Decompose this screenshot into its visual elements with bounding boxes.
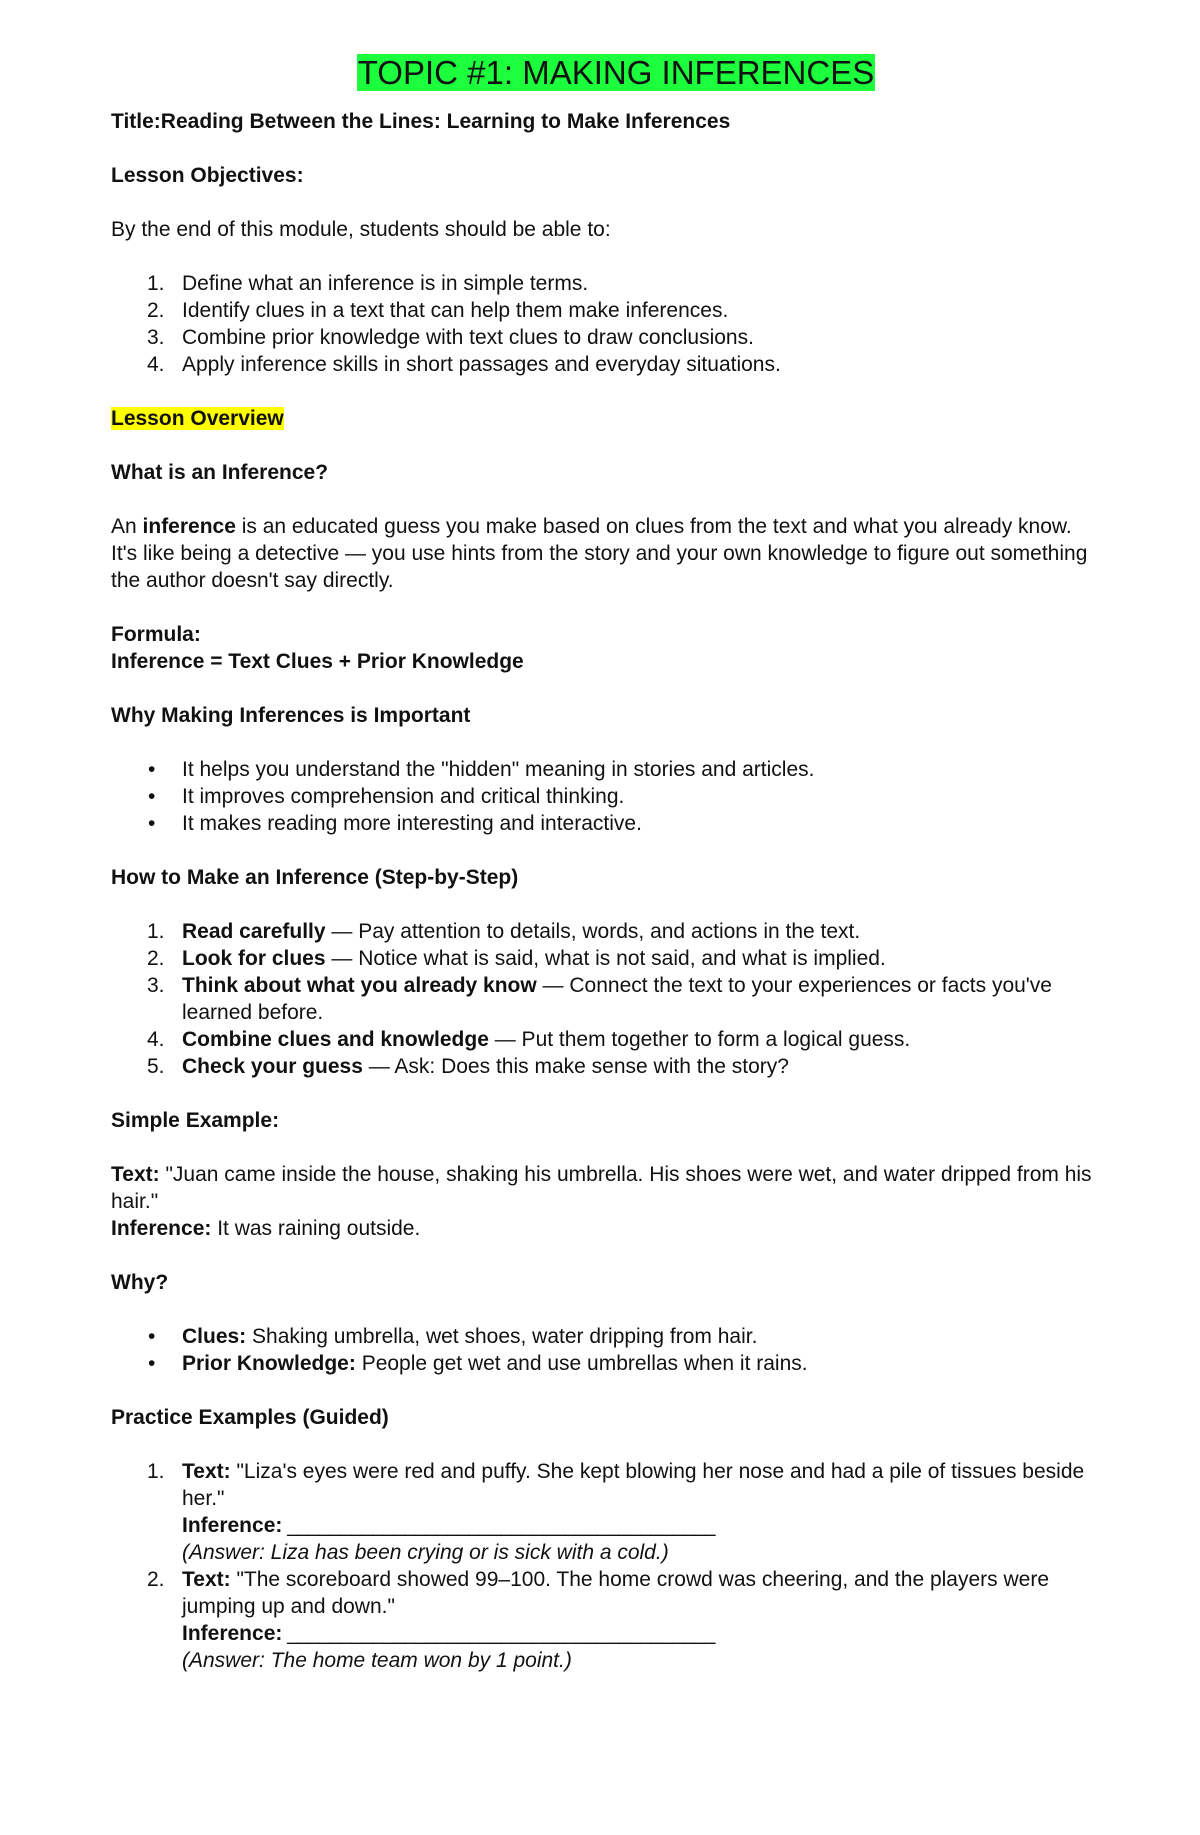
example-text: Text: "Juan came inside the house, shaking his umbrella. His shoes were wet, and water dripped from his hair." (111, 1163, 1092, 1213)
practice-list (111, 1458, 1121, 1674)
list-item: • Clues: Shaking umbrella, wet shoes, water dripping from hair. (148, 1325, 758, 1348)
document-page (111, 52, 1121, 1674)
objectives-list (111, 270, 1121, 378)
list-item: 2. Look for clues — Notice what is said, what is not said, and what is implied. (147, 947, 886, 970)
why-heading: Why Making Inferences is Important (111, 704, 471, 727)
list-item: 3. Combine prior knowledge with text clues to draw conclusions. (147, 326, 754, 349)
answer-key: (Answer: Liza has been crying or is sick with a cold.) (182, 1541, 669, 1564)
answer-key: (Answer: The home team won by 1 point.) (182, 1649, 572, 1672)
list-item: • Prior Knowledge: People get wet and use umbrellas when it rains. (148, 1352, 808, 1375)
example-heading: Simple Example: (111, 1109, 280, 1132)
inference-definition: An inference is an educated guess you make based on clues from the text and what you already know. (111, 515, 1072, 538)
example-inference: Inference: It was raining outside. (111, 1217, 421, 1240)
list-item: 5. Check your guess — Ask: Does this make sense with the story? (147, 1055, 789, 1078)
detective-analogy: It's like being a detective — you use hints from the story and your own knowledge to figure out something the author doesn't say directly. (111, 542, 1088, 592)
list-item: 1. Text: "Liza's eyes were red and puffy. She kept blowing her nose and had a pile of tissues beside her." Inference: ________________________________________ (Answer: Liza has been crying or is sick with a cold.) (147, 1460, 1085, 1564)
list-item: 2. Identify clues in a text that can help them make inferences. (147, 299, 729, 322)
objectives-heading: Lesson Objectives: (111, 164, 304, 187)
answer-blank: ________________________________________ (282, 1622, 715, 1645)
list-item: 1. Read carefully — Pay attention to details, words, and actions in the text. (147, 920, 861, 943)
what-heading: What is an Inference? (111, 461, 329, 484)
list-item: 3. Think about what you already know — Connect the text to your experiences or facts you've learned before. (147, 974, 1052, 1024)
formula: Inference = Text Clues + Prior Knowledge (111, 650, 524, 673)
topic-heading: TOPIC #1: MAKING INFERENCES (357, 54, 875, 91)
steps-list (111, 918, 1121, 1080)
practice-heading: Practice Examples (Guided) (111, 1406, 389, 1429)
objectives-intro: By the end of this module, students should be able to: (111, 218, 611, 241)
answer-blank: ________________________________________ (282, 1514, 715, 1537)
lesson-title: Title:Reading Between the Lines: Learning to Make Inferences (111, 110, 731, 133)
list-item: 2. Text: "The scoreboard showed 99–100. The home crowd was cheering, and the players were jumping up and down." Inference: ________________________________________ (Answer: The home team won by 1 point.) (147, 1568, 1049, 1672)
why-reasons-list (111, 1323, 1121, 1377)
why-list (111, 756, 1121, 837)
how-heading: How to Make an Inference (Step-by-Step) (111, 866, 519, 889)
list-item: • It improves comprehension and critical thinking. (148, 785, 625, 808)
list-item: 4. Combine clues and knowledge — Put them together to form a logical guess. (147, 1028, 911, 1051)
formula-label: Formula: (111, 623, 201, 646)
list-item: • It helps you understand the "hidden" meaning in stories and articles. (148, 758, 815, 781)
why-question: Why? (111, 1271, 169, 1294)
list-item: • It makes reading more interesting and interactive. (148, 812, 642, 835)
list-item: 1. Define what an inference is in simple terms. (147, 272, 589, 295)
list-item: 4. Apply inference skills in short passages and everyday situations. (147, 353, 781, 376)
overview-heading: Lesson Overview (111, 407, 284, 430)
